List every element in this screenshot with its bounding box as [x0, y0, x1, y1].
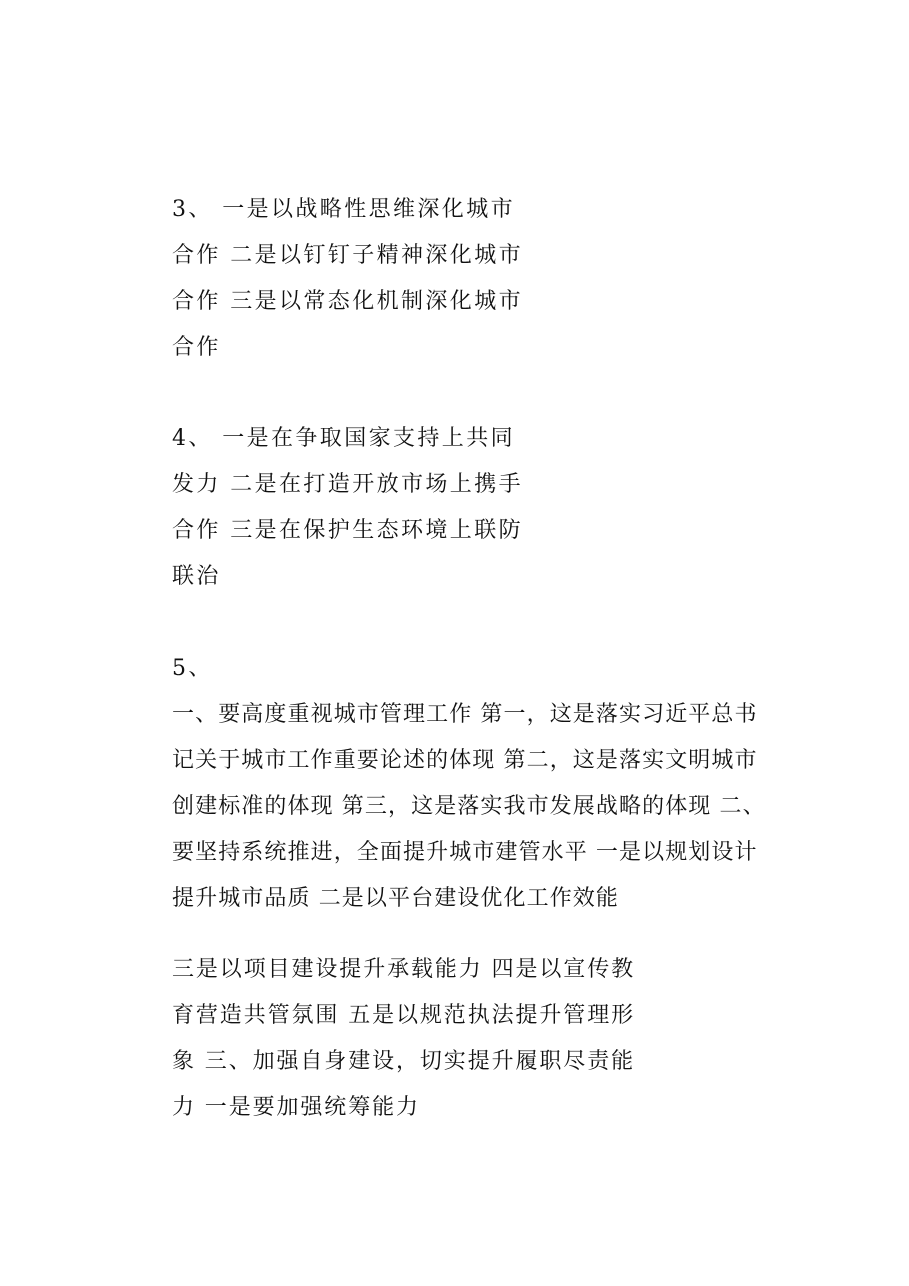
text-line: 5、 — [172, 656, 213, 681]
text-line: 4、 一是在争取国家支持上共同 — [172, 426, 515, 451]
text-line: 合作 三是在保护生态环境上联防 — [172, 518, 523, 543]
text-line: 提升城市品质 二是以平台建设优化工作效能 — [172, 886, 619, 911]
text-line: 三是以项目建设提升承载能力 四是以宣传教 — [172, 957, 635, 982]
text-line: 一、要高度重视城市管理工作 第一，这是落实习近平总书 — [172, 702, 758, 727]
text-line: 3、 一是以战略性思维深化城市 — [172, 197, 515, 222]
text-line: 力 一是要加强统筹能力 — [172, 1095, 420, 1120]
text-line: 发力 二是在打造开放市场上携手 — [172, 472, 523, 497]
text-line: 要坚持系统推进，全面提升城市建管水平 一是以规划设计 — [172, 840, 758, 865]
text-line: 创建标准的体现 第三，这是落实我市发展战略的体现 二、 — [172, 794, 766, 819]
text-line: 合作 — [172, 335, 221, 360]
text-line: 合作 二是以钉钉子精神深化城市 — [172, 243, 523, 268]
text-line: 联治 — [172, 564, 221, 589]
text-line: 记关于城市工作重要论述的体现 第二，这是落实文明城市 — [172, 748, 758, 773]
text-line: 象 三、加强自身建设，切实提升履职尽责能 — [172, 1049, 635, 1074]
text-line: 合作 三是以常态化机制深化城市 — [172, 289, 523, 314]
text-line: 育营造共管氛围 五是以规范执法提升管理形 — [172, 1003, 635, 1028]
